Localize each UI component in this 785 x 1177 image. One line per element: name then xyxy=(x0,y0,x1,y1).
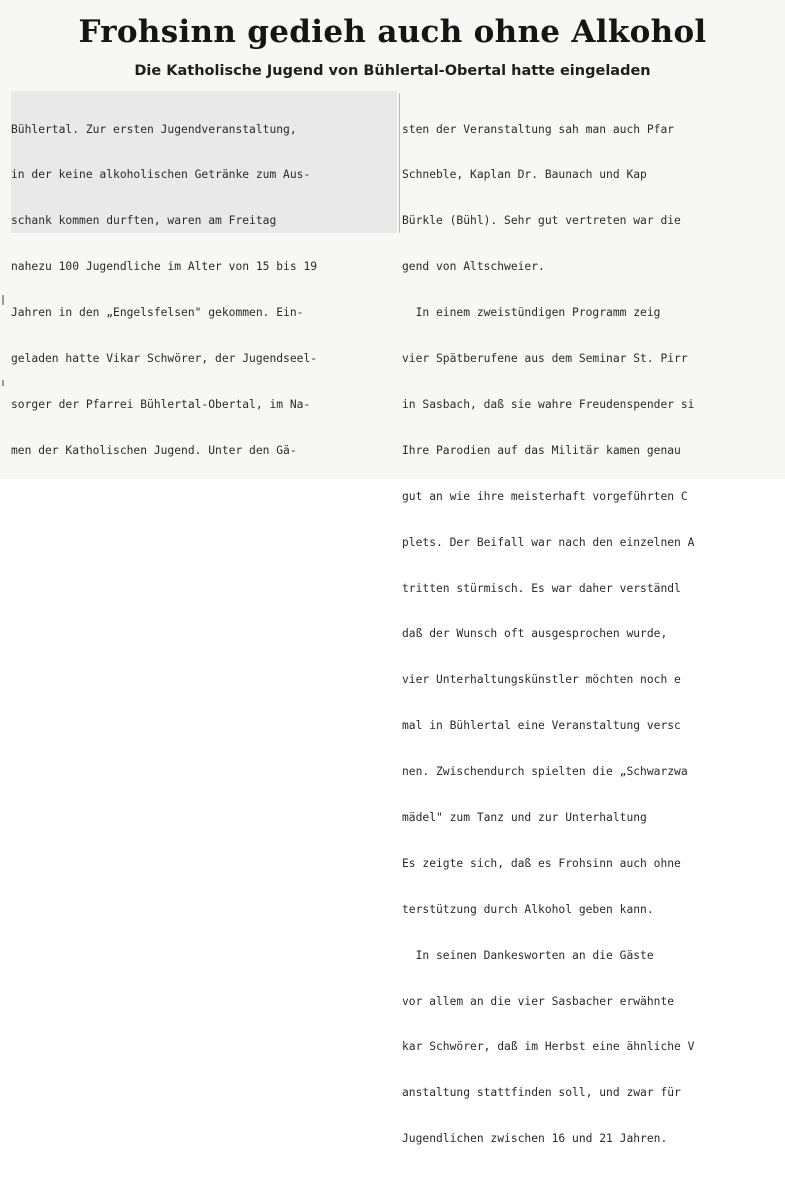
right-line: mal in Bühlertal eine Veranstaltung versc xyxy=(402,719,681,733)
left-column xyxy=(11,91,397,457)
left-line: nahezu 100 Jugendliche im Alter von 15 bis 19 xyxy=(11,260,318,274)
subheadline: Die Katholische Jugend von Bühlertal-Obertal hatte eingeladen xyxy=(134,63,651,79)
right-line: plets. Der Beifall war nach den einzelnen A xyxy=(402,535,695,549)
right-line: daß der Wunsch oft ausgesprochen wurde, xyxy=(402,627,668,641)
right-line: vier Unterhaltungskünstler möchten noch e xyxy=(402,673,681,687)
right-line: tritten stürmisch. Es war daher verständl xyxy=(402,581,681,595)
right-line: vier Spätberufene aus dem Seminar St. Pirr xyxy=(402,352,688,366)
left-line: schank kommen durften, waren am Freitag xyxy=(11,214,277,228)
left-line: men der Katholischen Jugend. Unter den Gä- xyxy=(11,443,297,457)
headline: Frohsinn gedieh auch ohne Alkohol xyxy=(78,14,707,50)
right-line: terstützung durch Alkohol geben kann. xyxy=(402,902,654,916)
right-line: anstaltung stattfinden soll, und zwar für xyxy=(402,1086,681,1100)
right-line: sten der Veranstaltung sah man auch Pfar xyxy=(402,122,675,136)
right-line: kar Schwörer, daß im Herbst eine ähnliche V xyxy=(402,1040,695,1054)
right-line: mädel" zum Tanz und zur Unterhaltung xyxy=(402,810,647,824)
right-line: vor allem an die vier Sasbacher erwähnte xyxy=(402,994,675,1008)
left-line: Jahren in den „Engelsfelsen" gekommen. Ein- xyxy=(11,306,304,320)
right-line: Ihre Parodien auf das Militär kamen genau xyxy=(402,443,681,457)
scan-edge-mark xyxy=(2,295,4,305)
scan-edge-mark xyxy=(2,380,4,386)
left-line: geladen hatte Vikar Schwörer, der Jugendseel- xyxy=(11,352,318,366)
right-line: Es zeigte sich, daß es Frohsinn auch ohne xyxy=(402,856,681,870)
right-column xyxy=(402,91,779,1146)
column-rule xyxy=(399,93,400,233)
left-line: in der keine alkoholischen Getränke zum Aus- xyxy=(11,168,311,182)
right-line: in Sasbach, daß sie wahre Freudenspender si xyxy=(402,397,695,411)
left-line: sorger der Pfarrei Bühlertal-Obertal, im Na- xyxy=(11,397,311,411)
right-line: In einem zweistündigen Programm zeig xyxy=(402,306,661,320)
right-line: Schneble, Kaplan Dr. Baunach und Kap xyxy=(402,168,647,182)
right-line: In seinen Dankesworten an die Gäste xyxy=(402,948,654,962)
right-line: gend von Altschweier. xyxy=(402,260,545,274)
right-line: gut an wie ihre meisterhaft vorgeführten C xyxy=(402,489,688,503)
right-line: nen. Zwischendurch spielten die „Schwarzwa xyxy=(402,765,688,779)
left-line: Bühlertal. Zur ersten Jugendveranstaltung, xyxy=(11,122,297,136)
right-line: Jugendlichen zwischen 16 und 21 Jahren. xyxy=(402,1132,668,1146)
right-line: Bürkle (Bühl). Sehr gut vertreten war die xyxy=(402,214,681,228)
